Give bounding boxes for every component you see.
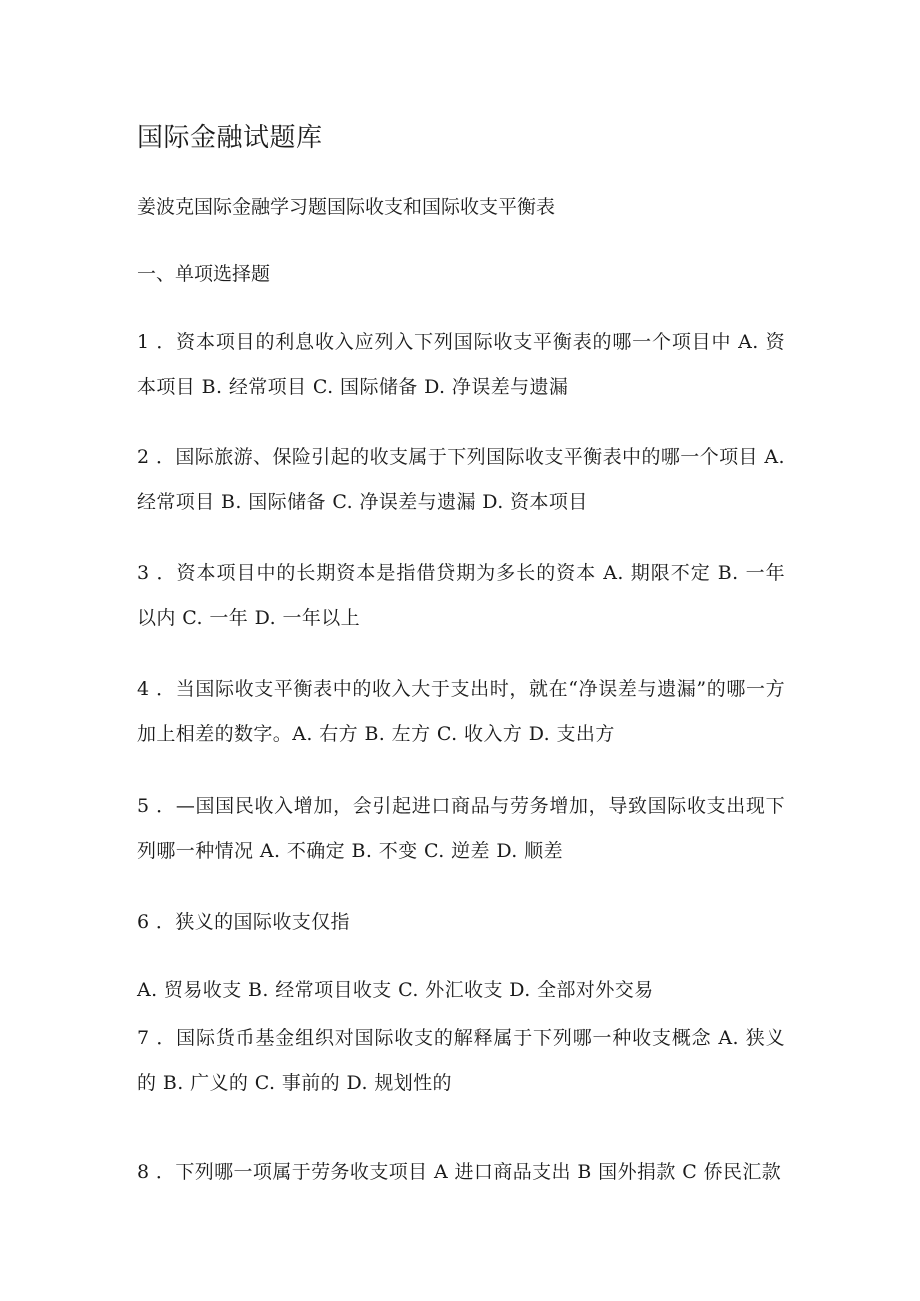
question-8: 8 ．下列哪一项属于劳务收支项目 A 进口商品支出 B 国外捐款 C 侨民汇款 [137,1161,782,1183]
question-6: 6 ．狭义的国际收支仅指 [137,911,350,933]
section-heading: 一、单项选择题 [137,263,271,285]
question-2: 2 ．国际旅游、保险引起的收支属于下列国际收支平衡表中的哪一个项目 A. 经常项目 B. 国际储备 C. 净误差与遗漏 D. 资本项目 [137,446,785,513]
question-6-options: A. 贸易收支 B. 经常项目收支 C. 外汇收支 D. 全部对外交易 [137,979,654,1001]
question-1: 1 ．资本项目的利息收入应列入下列国际收支平衡表的哪一个项目中 A. 资本项目 B. 经常项目 C. 国际储备 D. 净误差与遗漏 [137,331,785,398]
document-subtitle: 姜波克国际金融学习题国际收支和国际收支平衡表 [137,196,556,218]
question-3: 3 ．资本项目中的长期资本是指借贷期为多长的资本 A. 期限不定 B. 一年以内 C. 一年 D. 一年以上 [137,562,785,629]
question-7: 7 ．国际货币基金组织对国际收支的解释属于下列哪一种收支概念 A. 狭义的 B. 广义的 C. 事前的 D. 规划性的 [137,1027,785,1094]
question-5: 5 ．—国国民收入增加，会引起进口商品与劳务增加，导致国际收支出现下列哪一种情况 A. 不确定 B. 不变 C. 逆差 D. 顺差 [137,795,785,862]
question-4: 4 ．当国际收支平衡表中的收入大于支出时，就在“净误差与遗漏”的哪一方加上相差的数字。A. 右方 B. 左方 C. 收入方 D. 支出方 [137,678,785,745]
document-title: 国际金融试题库 [137,123,323,153]
